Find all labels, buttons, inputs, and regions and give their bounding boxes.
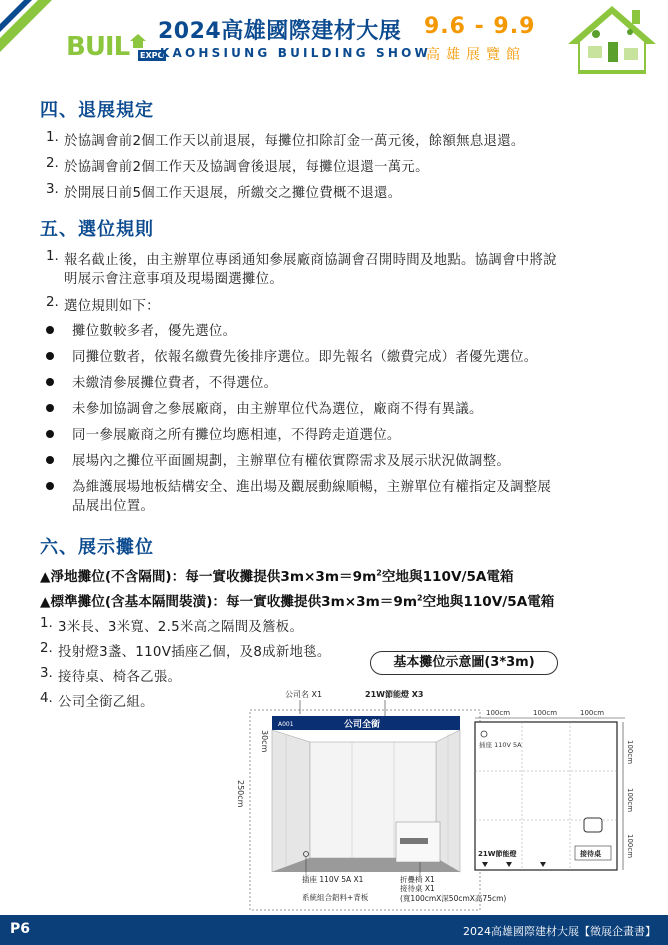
booth-diagram <box>230 682 650 912</box>
plan-depth-2: 100cm <box>626 788 634 813</box>
list-number: 3. <box>46 182 59 197</box>
list-item: 投射燈3盞、110V插座乙個，及8成新地毯。 <box>58 645 331 660</box>
bullet-dot <box>46 352 54 360</box>
bullet-item-continued: 品展出位置。 <box>72 499 155 514</box>
plan-light-label: 21W節能燈 <box>478 850 517 858</box>
diagram-caption: 基本攤位示意圖(3*3m) <box>370 651 558 675</box>
decorative-stripes <box>0 0 70 60</box>
logo-expo-badge: EXPO <box>140 51 165 60</box>
label-desk-size: (寬100cmX深50cmX高75cm) <box>400 894 507 903</box>
bullet-dot <box>46 456 54 464</box>
list-number: 2. <box>46 295 59 310</box>
bullet-item: 展場內之攤位平面圖規劃，主辦單位有權依實際需求及展示狀況做調整。 <box>72 454 511 469</box>
show-subtitle: KAOHSIUNG BUILDING SHOW <box>160 46 431 60</box>
plan-width-1: 100cm <box>486 709 511 717</box>
list-item: 接待桌、椅各乙張。 <box>58 670 182 685</box>
label-chair: 折疊椅 X1 <box>400 875 435 884</box>
label-system: 系統組合鋁料+背板 <box>302 893 369 902</box>
label-light: 21W節能燈 X3 <box>365 690 424 699</box>
list-item: 於開展日前5個工作天退展，所繳交之攤位費概不退還。 <box>64 186 402 201</box>
plan-depth-1: 100cm <box>626 740 634 765</box>
footer-doc-title: 2024高雄國際建材大展【徵展企畫書】 <box>463 925 656 938</box>
bullet-dot <box>46 378 54 386</box>
booth-number: A001 <box>278 721 294 728</box>
bullet-item: 未參加協調會之參展廠商，由主辦單位代為選位，廠商不得有異議。 <box>72 402 483 417</box>
label-wall-height: 250cm <box>236 780 245 808</box>
section-title-selection: 五、選位規則 <box>40 219 154 240</box>
bare-booth-line: ▲淨地攤位(不含隔間)：每一實收攤提供$3m\times 3m=9m^2$空地與110V/5A電箱 <box>40 568 514 585</box>
list-number: 4. <box>40 691 53 706</box>
bullet-item: 為維護展場地板結構安全、進出場及觀展動線順暢，主辦單位有權指定及調整展 <box>72 480 552 495</box>
page-footer <box>0 915 668 945</box>
list-item: 3米長、3米寬、2.5米高之隔間及簷板。 <box>58 620 304 635</box>
list-item: 於協調會前2個工作天及協調會後退展，每攤位退還一萬元。 <box>64 160 429 175</box>
bullet-item: 攤位數較多者，優先選位。 <box>72 324 237 339</box>
fascia-company-text: 公司全銜 <box>344 720 381 730</box>
floor-plan <box>475 709 634 870</box>
label-outlet: 插座 110V 5A X1 <box>302 875 364 884</box>
list-item: 於協調會前2個工作天以前退展，每攤位扣除訂金一萬元後，餘額無息退還。 <box>64 134 525 149</box>
bullet-dot <box>46 326 54 334</box>
list-number: 2. <box>40 641 53 656</box>
bullet-item: 同攤位數者，依報名繳費先後排序選位。即先報名（繳費完成）者優先選位。 <box>72 350 538 365</box>
list-item: 報名截止後，由主辦單位專函通知參展廠商協調會召開時間及地點。協調會中將說 <box>64 253 557 268</box>
list-item: 選位規則如下： <box>64 299 160 314</box>
bullet-item: 同一參展廠商之所有攤位均應相連，不得跨走道選位。 <box>72 428 401 443</box>
list-number: 2. <box>46 156 59 171</box>
show-venue: 高雄展覽館 <box>426 47 526 63</box>
show-dates: 9.6 - 9.9 <box>424 14 536 39</box>
bullet-dot <box>46 404 54 412</box>
page-number: P6 <box>10 921 31 937</box>
logo-wordmark: BUIL <box>66 32 130 62</box>
show-title: 2024高雄國際建材大展 <box>158 19 402 44</box>
plan-width-3: 100cm <box>580 709 605 717</box>
bullet-dot <box>46 430 54 438</box>
section-title-withdrawal: 四、退展規定 <box>40 100 154 121</box>
list-number: 1. <box>40 616 53 631</box>
plan-outlet-label: 插座 110V 5A <box>479 741 522 749</box>
list-item: 公司全銜乙組。 <box>58 695 154 710</box>
label-desk: 接待桌 X1 <box>400 884 435 893</box>
page-header <box>0 0 668 78</box>
list-item-continued: 明展示會注意事項及現場圈選攤位。 <box>64 272 284 287</box>
bullet-item: 未繳清參展攤位費者，不得選位。 <box>72 376 278 391</box>
list-number: 1. <box>46 130 59 145</box>
label-company-name: 公司名 X1 <box>285 690 323 699</box>
plan-depth-3: 100cm <box>626 834 634 859</box>
green-house-icon <box>566 4 658 76</box>
logo-house-icon <box>130 34 146 48</box>
list-number: 3. <box>40 666 53 681</box>
standard-booth-line: ▲標準攤位(含基本隔間裝潢)：每一實收攤提供$3m\times 3m=9m^2$空地與110V/5A電箱 <box>40 593 555 610</box>
plan-width-2: 100cm <box>533 709 558 717</box>
label-fascia-height: 30cm <box>260 730 269 753</box>
list-number: 1. <box>46 249 59 264</box>
section-title-display-booth: 六、展示攤位 <box>40 537 154 558</box>
plan-desk-label: 接待桌 <box>580 850 601 858</box>
bullet-dot <box>46 482 54 490</box>
